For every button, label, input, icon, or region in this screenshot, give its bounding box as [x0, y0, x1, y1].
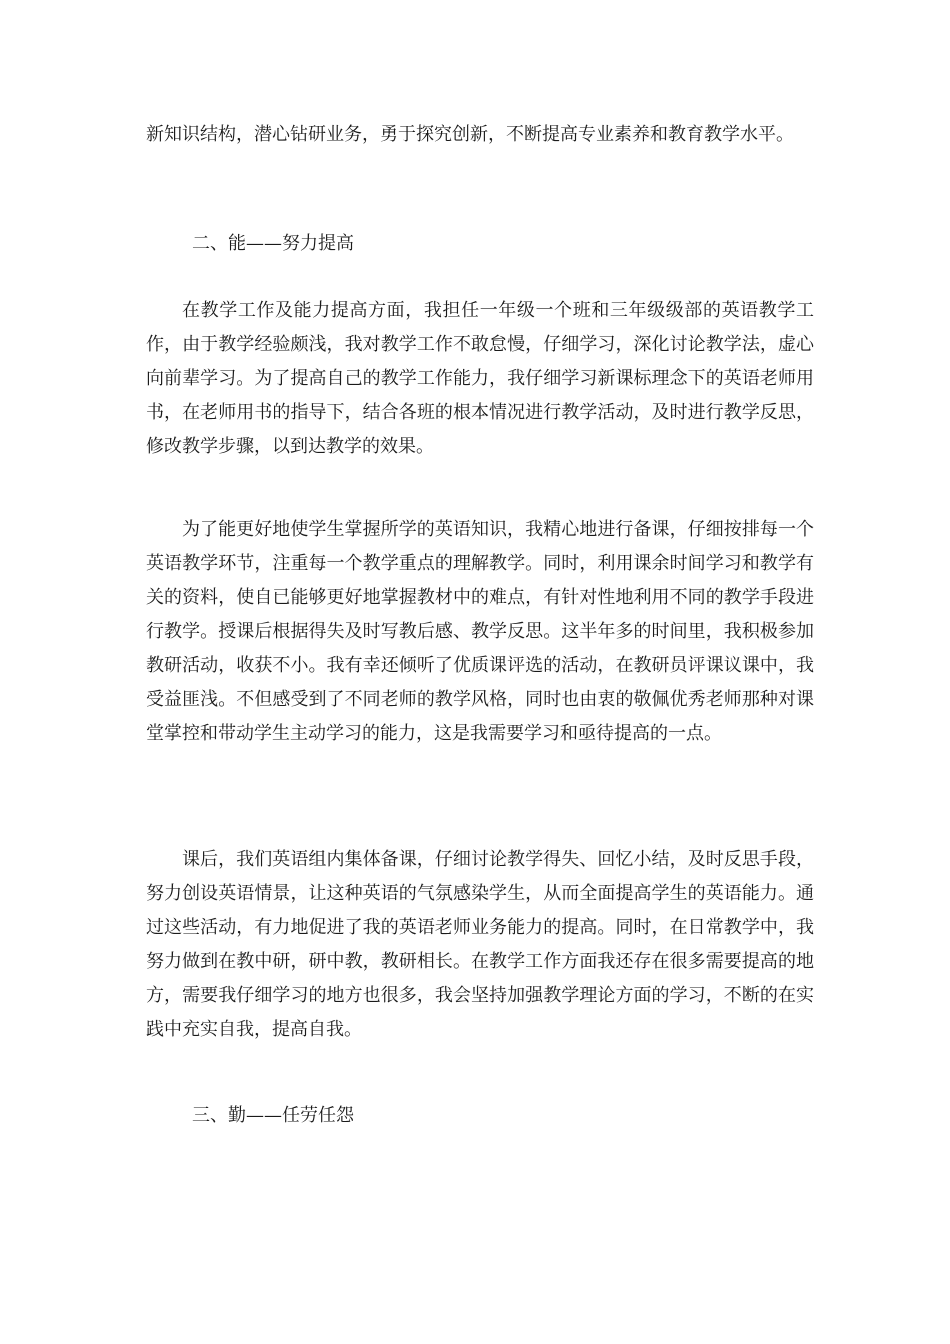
paragraph-after-class: 课后，我们英语组内集体备课，仔细讨论教学得失、回忆小结，及时反思手段，努力创设英语情景，让这种英语的气氛感染学生，从而全面提高学生的英语能力。通过这些活动，有力地促进了我的英语老师业务能力的提高。同时，在日常教学中，我努力做到在教中研，研中教，教研相长。在教学工作方面我还存在很多需要提高的地方，需要我仔细学习的地方也很多，我会坚持加强教学理论方面的学习，不断的在实践中充实自我，提高自我。 [146, 849, 814, 1040]
section-heading-2: 二、能——努力提高 [192, 233, 354, 254]
paragraph-continuation: 新知识结构，潜心钻研业务，勇于探究创新，不断提高专业素养和教育教学水平。 [146, 124, 794, 145]
paragraph-lesson-preparation: 为了能更好地使学生掌握所学的英语知识，我精心地进行备课，仔细按排每一个英语教学环节，注重每一个教学重点的理解教学。同时，利用课余时间学习和教学有关的资料，使自已能够更好地掌握教材中的难点，有针对性地利用不同的教学手段进行教学。授课后根据得失及时写教后感、教学反思。这半年多的时间里，我积极参加教研活动，收获不小。我有幸还倾听了优质课评选的活动，在教研员评课议课中，我受益匪浅。不但感受到了不同老师的教学风格，同时也由衷的敬佩优秀老师那种对课堂掌控和带动学生主动学习的能力，这是我需要学习和亟待提高的一点。 [146, 519, 814, 744]
paragraph-teaching-ability: 在教学工作及能力提高方面，我担任一年级一个班和三年级级部的英语教学工作，由于教学经验颇浅，我对教学工作不敢怠慢，仔细学习，深化讨论教学法，虚心向前辈学习。为了提高自己的教学工作能力，我仔细学习新课标理念下的英语老师用书，在老师用书的指导下，结合各班的根本情况进行教学活动，及时进行教学反思，修改教学步骤，以到达教学的效果。 [146, 300, 814, 457]
section-heading-3: 三、勤——任劳任怨 [192, 1105, 354, 1126]
